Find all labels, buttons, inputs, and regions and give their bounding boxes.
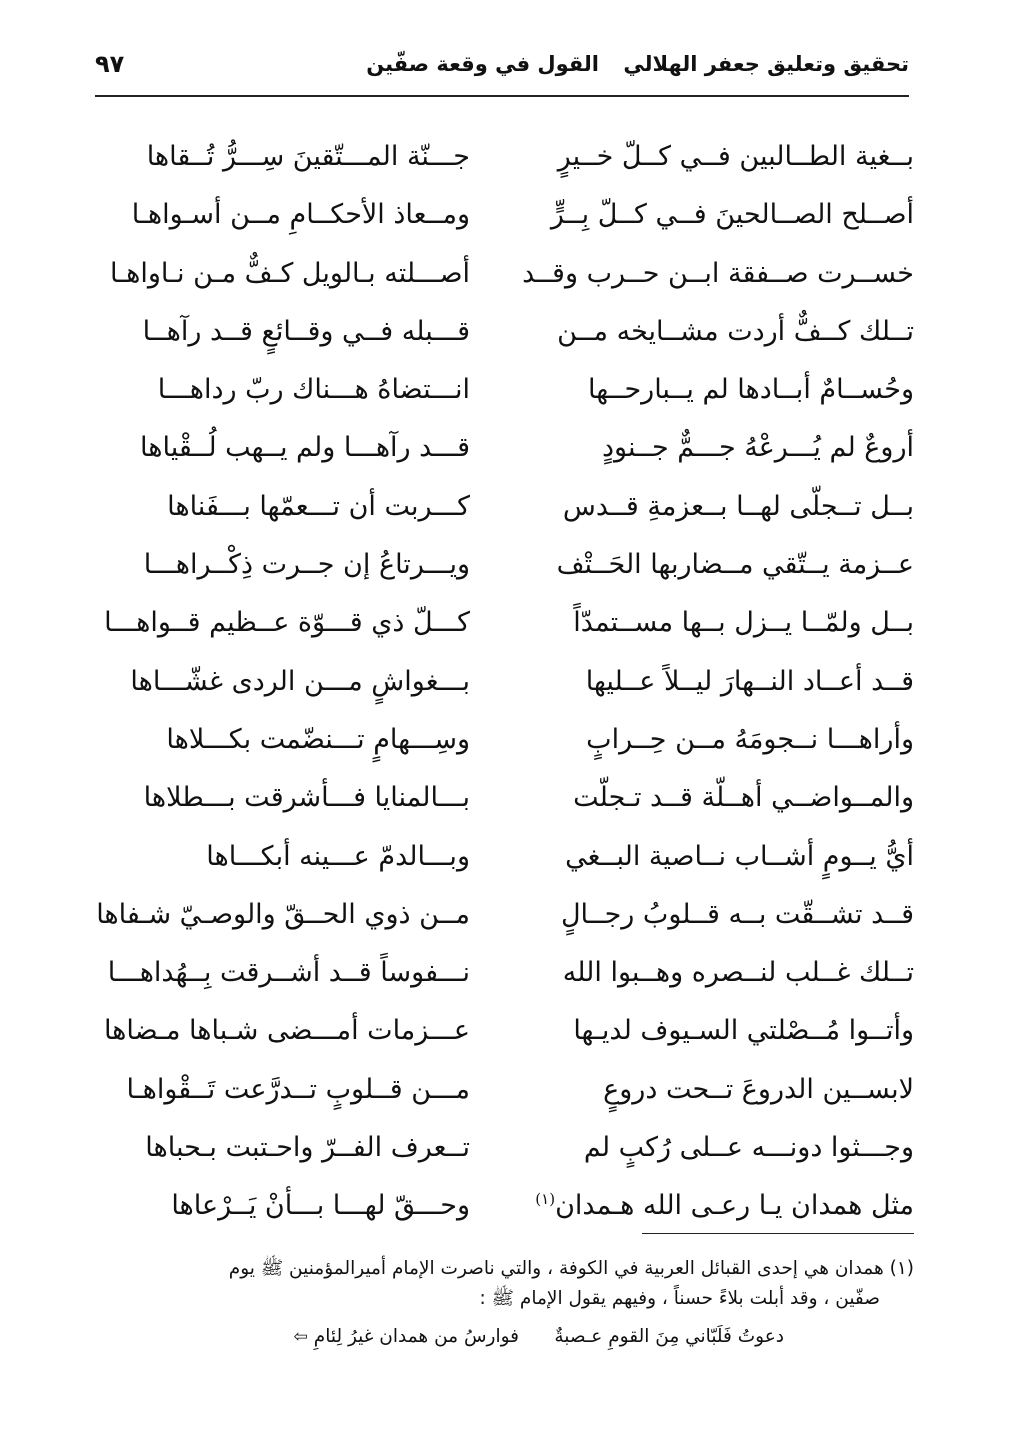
footnote-line: (١) همدان هي إحدى القبائل العربية في الكوفة ، والتي ناصرت الإمام أميرالمؤمنين ﷺ يوم (228, 1258, 914, 1279)
verse-second-hemistich: وسِـــهامٍ تـــنضّمت بكـــلاها (166, 723, 470, 755)
verse-first-text: قــد أعــاد النــهارَ ليــلاً عــليها (585, 665, 914, 697)
poem-verse (95, 128, 914, 186)
verse-first-text: قــد تشــقّت بــه قــلوبُ رجــالٍ (560, 898, 914, 930)
verse-second-hemistich: قـــد رآهـــا ولم يــهب لُــقْياها (140, 432, 470, 464)
verse-first-text: وأتــوا مُــصْلتي السـيوف لديـها (573, 1015, 914, 1047)
poem-verse (95, 1119, 914, 1177)
verse-first-hemistich (522, 245, 914, 303)
verse-first-hemistich (539, 653, 914, 711)
verse-first-hemistich (539, 361, 914, 419)
continuation-arrow-icon: ⇦ (293, 1327, 308, 1347)
verse-first-hemistich (539, 711, 914, 769)
poem-verse (95, 1002, 914, 1060)
poem-verse (95, 245, 914, 303)
verse-second-hemistich: عـــزمات أمـــضى شـباها مـضاها (103, 1015, 470, 1047)
verse-first-hemistich (539, 828, 914, 886)
footnote-verse-second-hemistich (294, 1322, 519, 1352)
verse-first-hemistich (539, 1119, 914, 1177)
verse-second-hemistich: جـــنّة المـــتّقينَ سِـــرُّ تُــقاها (146, 141, 470, 172)
verse-first-text: لابســين الدروعَ تــحت دروعٍ (603, 1073, 914, 1105)
page-number: ٩٧ (95, 50, 125, 78)
poem-verse (95, 828, 914, 886)
verse-first-text: تــلك كــفٌّ أردت مشــايخه مــن (557, 315, 914, 347)
verse-second-hemistich: أصـــلته بـالويل كـفٌّ مـن نـاواهـا (109, 257, 470, 289)
page-header (95, 48, 909, 92)
header-divider (95, 95, 909, 97)
poem-verse (95, 944, 914, 1002)
verse-first-hemistich (539, 594, 914, 652)
footnote-verse (95, 1316, 914, 1360)
verse-second-hemistich: مـــن قــلوبٍ تــدرَّعت تَــقْواهـا (126, 1073, 470, 1105)
verse-first-text: تــلك غــلب لنــصره وهــبوا الله (562, 957, 914, 989)
verse-first-text: بــل ولمّــا يــزل بــها مســتمدّاً (573, 607, 914, 639)
verse-second-hemistich: انـــتضاهُ هـــناك ربّ رداهـــا (157, 374, 470, 406)
verse-first-text: وأراهـــا نــجومَهُ مــن حِــرابٍ (586, 723, 914, 755)
verse-second-hemistich: نـــفوساً قــد أشــرقت بِــهُداهـــا (107, 957, 470, 989)
verse-first-hemistich (539, 536, 914, 594)
verse-first-text: خســرت صــفقة ابــن حــرب وقــد (522, 257, 914, 289)
verse-second-hemistich: تــعرف الفــرّ واحـتبت بـحباها (145, 1132, 470, 1164)
book-title: تحقيق وتعليق جعفر الهلالي (623, 52, 909, 76)
verse-first-text: أصــلح الصــالحينَ فــي كــلّ بِــرٍّ (550, 199, 914, 231)
verse-first-text: والمــواضــي أهــلّة قــد تـجلّت (573, 782, 914, 814)
poem-verse (95, 186, 914, 244)
verse-second-hemistich: كـــربت أن تـــعمّها بـــفَناها (167, 490, 470, 522)
verse-second-hemistich: ومــعاذ الأحكــامِ مــن أسـواهـا (131, 199, 470, 231)
poem-verse (95, 478, 914, 536)
footnote-reference-marker: (١) (535, 1190, 556, 1209)
verse-second-hemistich: ويـــرتاعُ إن جــرت ذِكْــراهـــا (143, 549, 470, 581)
verse-first-hemistich (539, 769, 914, 827)
verse-first-hemistich (539, 303, 914, 361)
poem-verse (95, 886, 914, 944)
verse-first-text: وحُســامٌ أبــادها لم يــبارحــها (587, 374, 914, 406)
footnote-divider (642, 1233, 914, 1234)
poem-verse (95, 303, 914, 361)
verse-first-text: بــل تــجلّى لهــا بــعزمةِ قــدس (562, 490, 914, 522)
poem (95, 128, 914, 1236)
verse-first-text: وجـــثوا دونـــه عــلى رُكبٍ لم (583, 1132, 914, 1164)
footnote-verse-second-text: فوارسُ من همدان غيرُ لِئامِ (313, 1326, 519, 1347)
verse-second-hemistich: قـــبله فــي وقــائعٍ قــد رآهــا (142, 315, 470, 347)
verse-first-text: مثل همدان يـا رعـى الله هـمدان (555, 1190, 914, 1222)
verse-first-hemistich (539, 944, 914, 1002)
verse-first-text: أروعٌ لم يُـــرعْهُ جـــمٌّ جــنودٍ (602, 432, 914, 464)
poem-verse (95, 1061, 914, 1119)
verse-second-hemistich: بـــالمنايا فـــأشرقت بـــطلاها (143, 782, 470, 814)
poem-verse (95, 594, 914, 652)
poem-verse (95, 419, 914, 477)
poem-verse (95, 769, 914, 827)
verse-second-hemistich: بـــغواشٍ مـــن الردى غشّـــاها (130, 665, 470, 697)
verse-second-hemistich: مــن ذوي الحــقّ والوصـيّ شـفاها (96, 898, 470, 930)
verse-second-hemistich: وحـــقّ لهـــا بـــأنْ يَــرْعاها (171, 1190, 470, 1222)
poem-verse (95, 361, 914, 419)
verse-first-text: أيُّ يــومٍ أشــاب نــاصية البــغي (565, 840, 914, 872)
footnote (95, 1254, 914, 1360)
poem-verse (95, 653, 914, 711)
verse-first-hemistich (539, 1061, 914, 1119)
verse-first-hemistich (539, 186, 914, 244)
verse-first-hemistich (539, 128, 914, 186)
section-title: القول في وقعة صفّين (366, 52, 599, 76)
verse-first-hemistich (539, 419, 914, 477)
verse-second-hemistich: كـــلّ ذي قـــوّة عــظيم قــواهـــا (104, 607, 470, 639)
poem-verse (95, 711, 914, 769)
footnote-verse-first-hemistich: دعوتُ فَلَبّاني مِنَ القومِ عـصبةٌ (554, 1326, 784, 1347)
verse-first-hemistich (535, 1177, 914, 1235)
verse-second-hemistich: وبـــالدمّ عـــينه أبكـــاها (206, 840, 470, 872)
poem-verse (95, 536, 914, 594)
poem-verse (95, 1177, 914, 1235)
verse-first-text: عــزمة يــتّقي مــضاربها الحَــتْف (556, 549, 914, 581)
verse-first-text: بــغية الطــالبين فــي كــلّ خــيرٍ (557, 141, 914, 172)
verse-first-hemistich (539, 1002, 914, 1060)
footnote-line: صفّين ، وقد أبلت بلاءً حسناً ، وفيهم يقول الإمام ﷺ : (479, 1288, 880, 1309)
verse-first-hemistich (539, 478, 914, 536)
verse-first-hemistich (539, 886, 914, 944)
